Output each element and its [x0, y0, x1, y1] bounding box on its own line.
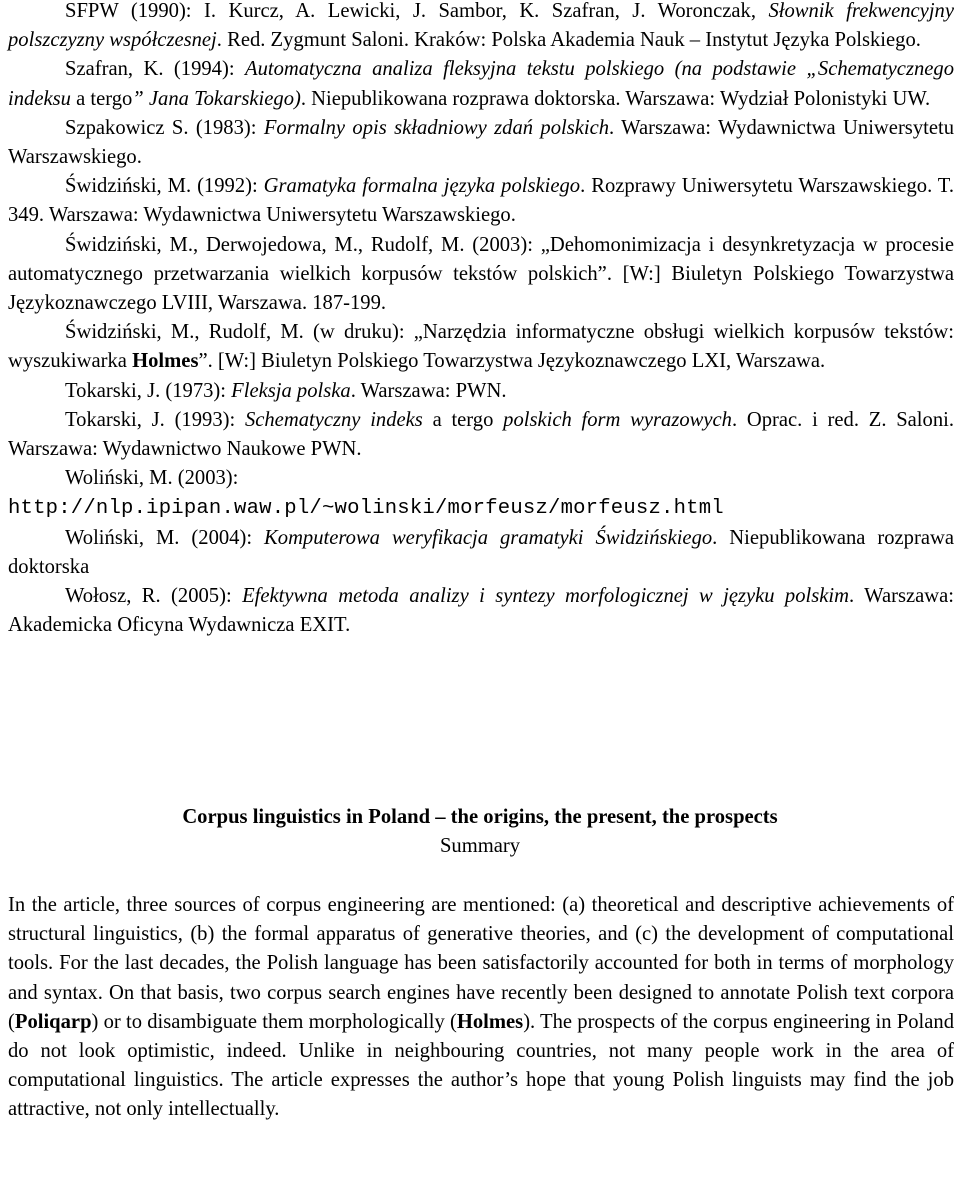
text-run: In the article, three sources of corpus engineering are mentioned: (a) theoretical and descriptive achievements of structural linguistics, (b) the formal apparatus of generative theories, and (c) the development of computational tools. For the last decades, the Polish language has been satisfactorily accounted for both in terms of morphology and syntax. On that basis, two corpus search engines have recently been designed to annotate Polish text corpora (	[8, 894, 954, 1033]
text-run: . Niepublikowana rozprawa doktorska	[8, 526, 954, 578]
text-run: a tergo	[432, 408, 504, 431]
reference-entry	[8, 524, 954, 582]
text-run: ) or to disambiguate them morphologically (	[91, 1010, 457, 1033]
reference-entry	[8, 582, 954, 640]
text-run: SFPW (1990): I. Kurcz, A. Lewicki, J. Sambor, K. Szafran, J. Woronczak,	[65, 0, 769, 22]
text-run: a tergo	[76, 87, 133, 110]
references-list	[8, 0, 954, 640]
bold-text: Holmes	[132, 350, 199, 373]
article-title: Corpus linguistics in Poland – the origins, the present, the prospects	[182, 806, 778, 828]
italic-text: Gramatyka formalna języka polskiego	[263, 175, 581, 198]
italic-text: Schematyczny indeks	[244, 408, 433, 431]
text-run: Woliński, M. (2003):	[65, 467, 239, 490]
summary-section	[8, 891, 954, 1125]
italic-text: Efektywna metoda analizy i syntezy morfologicznej w języku polskim	[242, 585, 849, 608]
text-run: Szpakowicz S. (1983):	[65, 116, 264, 139]
italic-text: Formalny opis składniowy zdań polskich	[263, 116, 610, 139]
italic-text: ” Jana Tokarskiego)	[132, 87, 301, 110]
italic-text: Automatyczna analiza fleksyjna tekstu polskiego (na podstawie „Schematycznego indeksu	[8, 58, 954, 110]
reference-entry	[8, 172, 954, 230]
text-run: Woliński, M. (2004):	[65, 526, 265, 549]
text-run: . Warszawa: Akademicka Oficyna Wydawnicza EXIT.	[8, 585, 954, 637]
text-run: . Niepublikowana rozprawa doktorska. Warszawa: Wydział Polonistyki UW.	[300, 87, 931, 110]
reference-entry	[8, 406, 954, 464]
text-run: Tokarski, J. (1993):	[65, 408, 245, 431]
summary-heading	[0, 803, 960, 861]
url-text[interactable]: http://nlp.ipipan.waw.pl/~wolinski/morfeusz/morfeusz.html	[8, 497, 724, 521]
summary-label: Summary	[439, 835, 521, 857]
text-run: Tokarski, J. (1973):	[65, 379, 232, 402]
reference-entry	[8, 464, 954, 493]
reference-url[interactable]	[8, 493, 954, 523]
text-run: Świdziński, M., Derwojedowa, M., Rudolf, M. (2003): „Dehomonimizacja i desynkretyzacja w procesie automatycznego przetwarzania wielkich korpusów tekstów polskich”. [W:] Biuletyn Polskiego Towarzystwa Językoznawczego LVIII, Warszawa. 187-199.	[8, 233, 954, 315]
summary-paragraph	[8, 891, 954, 1125]
reference-entry	[8, 0, 954, 55]
italic-text: Fleksja polska	[231, 379, 351, 402]
reference-entry	[8, 377, 954, 406]
text-run: ”. [W:] Biuletyn Polskiego Towarzystwa Językoznawczego LXI, Warszawa.	[198, 350, 826, 373]
text-run: . Oprac. i red. Z. Saloni. Warszawa: Wydawnictwo Naukowe PWN.	[8, 408, 954, 461]
text-run: Szafran, K. (1994):	[65, 58, 245, 81]
text-run: Wołosz, R. (2005):	[65, 585, 243, 608]
bold-text: Holmes	[456, 1010, 524, 1033]
text-run: Świdziński, M., Rudolf, M. (w druku): „Narzędzia informatyczne obsługi wielkich korpusów tekstów: wyszukiwarka	[8, 321, 954, 373]
text-run: . Rozprawy Uniwersytetu Warszawskiego. T. 349. Warszawa: Wydawnictwa Uniwersytetu Warszawskiego.	[8, 175, 954, 227]
reference-entry	[8, 318, 954, 376]
text-run: Świdziński, M. (1992):	[65, 175, 264, 198]
reference-entry	[8, 114, 954, 172]
bold-text: Poliqarp	[14, 1010, 92, 1033]
reference-entry	[8, 55, 954, 113]
text-run: . Warszawa: Wydawnictwa Uniwersytetu Warszawskiego.	[8, 116, 954, 169]
italic-text: Słownik frekwencyjny polszczyzny współczesnej	[8, 0, 954, 52]
text-run: ). The prospects of the corpus engineering in Poland do not look optimistic, indeed. Unlike in neighbouring countries, not many people work in the area of computational linguistics. The article expresses the author’s hope that young Polish linguists may find the job attractive, not only intellectually.	[8, 1010, 954, 1121]
italic-text: Komputerowa weryfikacja gramatyki Świdzińskiego	[264, 526, 713, 549]
reference-entry	[8, 231, 954, 319]
italic-text: polskich form wyrazowych	[503, 408, 732, 431]
text-run: . Warszawa: PWN.	[350, 379, 507, 402]
text-run: . Red. Zygmunt Saloni. Kraków: Polska Akademia Nauk – Instytut Języka Polskiego.	[216, 29, 921, 52]
